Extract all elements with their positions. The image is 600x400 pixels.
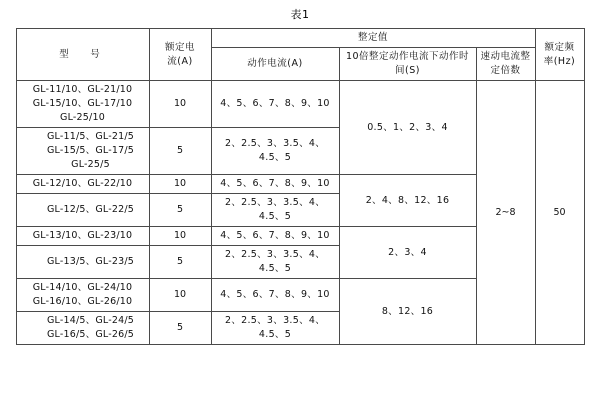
table-body	[16, 81, 584, 345]
model-line: GL-25/10	[60, 112, 105, 123]
cell-fast-multiple: 2~8	[476, 81, 535, 345]
cell-time-at-10x: 8、12、16	[339, 279, 476, 345]
model-line: GL-11/5、GL-21/5	[47, 131, 134, 142]
header-rated-current-line2: 流(A)	[167, 55, 193, 67]
cell-rated-current: 5	[149, 194, 211, 227]
header-rated-frequency-line2: 率(Hz)	[543, 55, 576, 67]
model-line: GL-13/5、GL-23/5	[47, 256, 134, 267]
header-model: 型 号	[16, 29, 149, 81]
model-line: GL-11/10、GL-21/10	[32, 84, 133, 95]
cell-model	[16, 246, 149, 279]
cell-rated-current: 5	[149, 312, 211, 345]
header-rated-current-line1: 额定电	[164, 41, 195, 53]
specification-table	[16, 28, 585, 345]
header-fast-multiple: 速动电流整定倍数	[476, 48, 535, 81]
cell-action-current: 4、5、6、7、8、9、10	[211, 279, 339, 312]
model-line: GL-12/10、GL-22/10	[32, 178, 133, 189]
cell-action-current: 2、2.5、3、3.5、4、4.5、5	[211, 312, 339, 345]
header-rated-frequency-line1: 额定频	[544, 41, 575, 53]
cell-model	[16, 81, 149, 128]
cell-action-current: 4、5、6、7、8、9、10	[211, 175, 339, 194]
cell-model	[16, 128, 149, 175]
header-row-1	[16, 29, 584, 48]
cell-model	[16, 227, 149, 246]
header-setting-value: 整定值	[211, 29, 535, 48]
table-caption: 表1	[290, 8, 310, 21]
table-row	[16, 81, 584, 128]
model-line: GL-14/5、GL-24/5	[47, 315, 134, 326]
header-time-at-10x: 10倍整定动作电流下动作时间(S)	[339, 48, 476, 81]
cell-model	[16, 175, 149, 194]
cell-rated-current: 10	[149, 279, 211, 312]
cell-rated-current: 5	[149, 246, 211, 279]
cell-model	[16, 312, 149, 345]
table-header	[16, 29, 584, 81]
model-line: GL-15/10、GL-17/10	[32, 98, 133, 109]
cell-action-current: 2、2.5、3、3.5、4、4.5、5	[211, 246, 339, 279]
cell-rated-current: 5	[149, 128, 211, 175]
cell-model	[16, 279, 149, 312]
model-line: GL-16/10、GL-26/10	[32, 296, 133, 307]
model-line: GL-12/5、GL-22/5	[47, 204, 134, 215]
header-action-current: 动作电流(A)	[211, 48, 339, 81]
cell-rated-frequency: 50	[535, 81, 584, 345]
cell-action-current: 2、2.5、3、3.5、4、4.5、5	[211, 194, 339, 227]
model-line: GL-14/10、GL-24/10	[32, 282, 133, 293]
header-rated-current	[149, 29, 211, 81]
cell-time-at-10x: 0.5、1、2、3、4	[339, 81, 476, 175]
cell-action-current: 4、5、6、7、8、9、10	[211, 227, 339, 246]
model-line: GL-16/5、GL-26/5	[47, 329, 134, 340]
cell-rated-current: 10	[149, 227, 211, 246]
model-line: GL-13/10、GL-23/10	[32, 230, 133, 241]
cell-rated-current: 10	[149, 81, 211, 128]
cell-action-current: 4、5、6、7、8、9、10	[211, 81, 339, 128]
cell-time-at-10x: 2、4、8、12、16	[339, 175, 476, 227]
model-line: GL-15/5、GL-17/5	[47, 145, 134, 156]
cell-time-at-10x: 2、3、4	[339, 227, 476, 279]
header-rated-frequency	[535, 29, 584, 81]
cell-model	[16, 194, 149, 227]
cell-action-current: 2、2.5、3、3.5、4、4.5、5	[211, 128, 339, 175]
model-line: GL-25/5	[71, 159, 110, 170]
cell-rated-current: 10	[149, 175, 211, 194]
